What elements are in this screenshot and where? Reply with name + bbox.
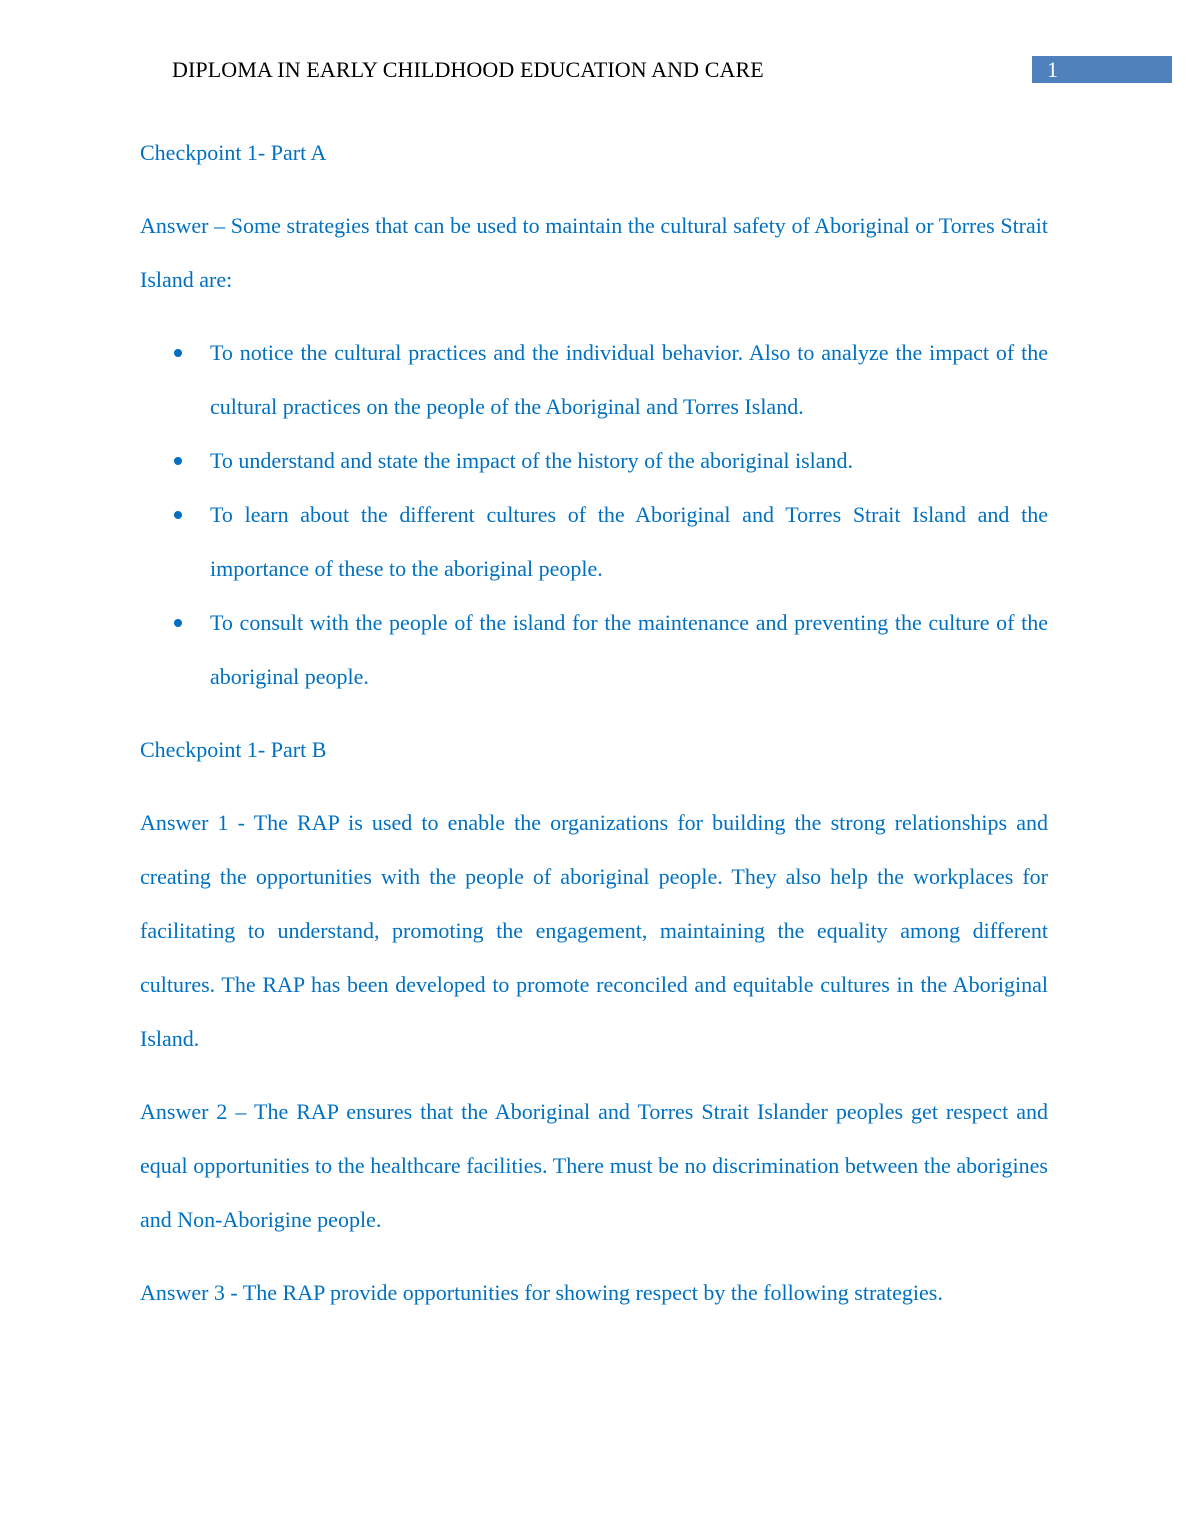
list-item <box>140 326 1048 434</box>
list-item <box>140 596 1048 704</box>
bullet-icon <box>174 457 182 465</box>
list-item-text: To notice the cultural practices and the individual behavior. Also to analyze the impact of the cultural practices on the people of the Aboriginal and Torres Island. <box>210 340 1048 419</box>
header-title: DIPLOMA IN EARLY CHILDHOOD EDUCATION AND CARE <box>172 57 764 82</box>
list-item-text: To understand and state the impact of the history of the aboriginal island. <box>210 448 854 473</box>
page-number-badge <box>1032 56 1172 83</box>
page-number: 1 <box>1047 57 1058 82</box>
document-body <box>140 126 1048 1339</box>
list-item-text: To consult with the people of the island for the maintenance and preventing the culture of the aboriginal people. <box>210 610 1048 689</box>
list-item-text: To learn about the different cultures of the Aboriginal and Torres Strait Island and the importance of these to the aboriginal people. <box>210 502 1048 581</box>
bullet-icon <box>174 511 182 519</box>
list-item <box>140 488 1048 596</box>
bullet-icon <box>174 349 182 357</box>
part-a-heading: Checkpoint 1- Part A <box>140 140 327 165</box>
answer-1-paragraph: Answer 1 - The RAP is used to enable the organizations for building the strong relationships and creating the opportunities with the people of aboriginal people. They also help the workplaces for facilitating to understand, promoting the engagement, maintaining the equality among different cultures. The RAP has been developed to promote reconciled and equitable cultures in the Aboriginal Island. <box>140 810 1048 1051</box>
strategy-list <box>140 326 1048 704</box>
answer-3-paragraph: Answer 3 - The RAP provide opportunities for showing respect by the following strategies. <box>140 1280 943 1305</box>
bullet-icon <box>174 619 182 627</box>
part-a-intro: Answer – Some strategies that can be used to maintain the cultural safety of Aboriginal or Torres Strait Island are: <box>140 213 1048 292</box>
list-item <box>140 434 1048 488</box>
part-b-heading: Checkpoint 1- Part B <box>140 737 327 762</box>
answer-2-paragraph: Answer 2 – The RAP ensures that the Aboriginal and Torres Strait Islander peoples get respect and equal opportunities to the healthcare facilities. There must be no discrimination between the aborigines and Non-Aborigine people. <box>140 1099 1048 1232</box>
